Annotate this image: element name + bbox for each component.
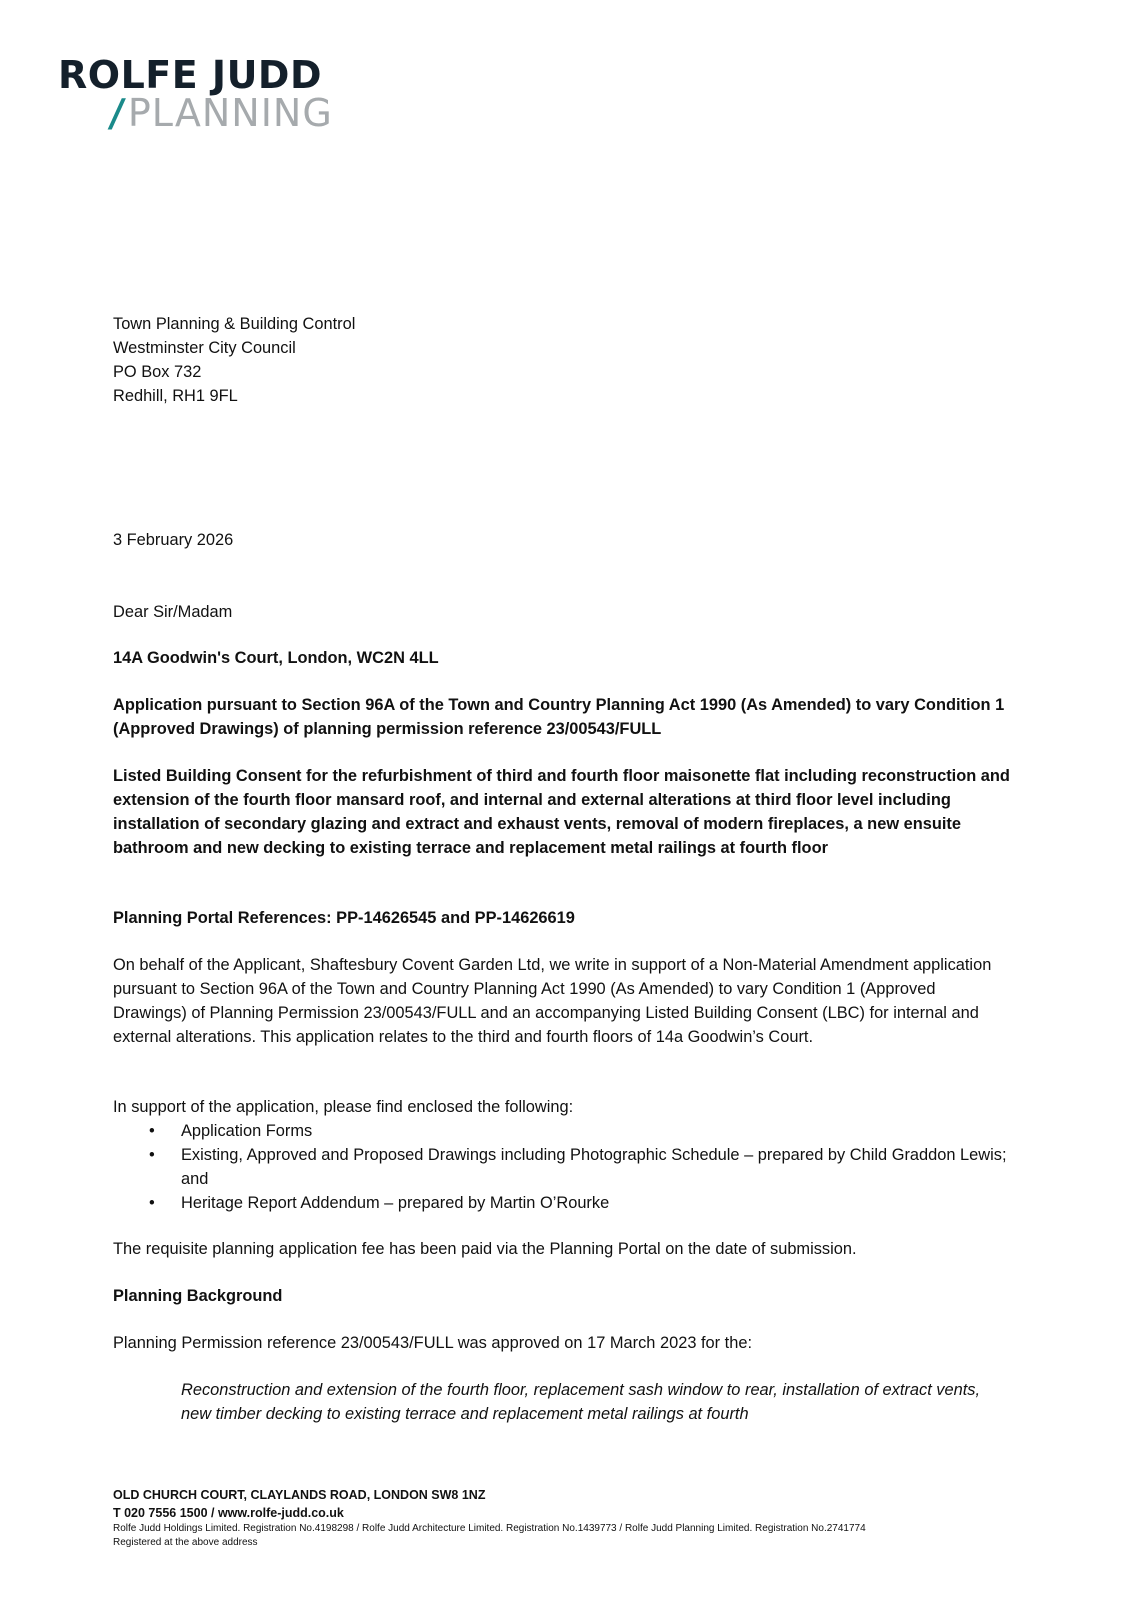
enclosures-list	[113, 1119, 1013, 1215]
fee-paragraph: The requisite planning application fee has been paid via the Planning Portal on the date of submission.	[113, 1240, 857, 1258]
list-item: • Application Forms	[113, 1119, 1013, 1143]
background-paragraph: Planning Permission reference 23/00543/FULL was approved on 17 March 2023 for the:	[113, 1334, 753, 1352]
bullet-icon: •	[149, 1146, 155, 1164]
recipient-line: PO Box 732	[113, 363, 202, 381]
intro-paragraph: On behalf of the Applicant, Shaftesbury Covent Garden Ltd, we write in support of a Non-Material Amendment application pursuant to Section 96A of the Town and Country Planning Act 1990 (As Amended) to vary Condition 1 (Approved Drawings) of Planning Permission 23/00543/FULL and an accompanying Listed Building Consent (LBC) for internal and external alterations. This application relates to the third and fourth floors of 14a Goodwin’s Court.	[113, 956, 992, 1046]
bullet-icon: •	[149, 1122, 155, 1140]
logo-wordmark-top: ROLFE JUDD	[58, 53, 323, 97]
salutation: Dear Sir/Madam	[113, 603, 233, 621]
letter-date: 3 February 2026	[113, 531, 234, 549]
list-item: • Existing, Approved and Proposed Drawings including Photographic Schedule – prepared by Child Graddon Lewis; and	[113, 1143, 1013, 1191]
recipient-line: Town Planning & Building Control	[113, 315, 356, 333]
footer-contact: T 020 7556 1500 / www.rolfe-judd.co.uk	[113, 1506, 344, 1520]
footer-registered: Registered at the above address	[113, 1537, 258, 1548]
enclosures-intro: In support of the application, please find enclosed the following:	[113, 1098, 574, 1116]
lbc-heading: Listed Building Consent for the refurbishment of third and fourth floor maisonette flat including reconstruction and extension of the fourth floor mansard roof, and internal and external alterations at third floor level including installation of secondary glazing and extract and exhaust vents, removal of modern fireplaces, a new ensuite bathroom and new decking to existing terrace and replacement metal railings at fourth floor	[113, 767, 1010, 857]
company-logo	[58, 53, 333, 135]
logo-planning-text: PLANNING	[127, 91, 333, 135]
recipient-address	[113, 312, 1013, 408]
quoted-description: Reconstruction and extension of the fourth floor, replacement sash window to rear, installation of extract vents, new timber decking to existing terrace and replacement metal railings at fourth	[181, 1381, 981, 1423]
enclosures-section	[113, 1095, 1013, 1215]
recipient-line: Redhill, RH1 9FL	[113, 387, 238, 405]
application-heading: Application pursuant to Section 96A of the Town and Country Planning Act 1990 (As Amended) to vary Condition 1 (Approved Drawings) of planning permission reference 23/00543/FULL	[113, 696, 1005, 738]
list-item: • Heritage Report Addendum – prepared by Martin O’Rourke	[113, 1191, 1013, 1215]
site-heading: 14A Goodwin's Court, London, WC2N 4LL	[113, 649, 439, 667]
background-heading: Planning Background	[113, 1287, 283, 1305]
footer-registration: Rolfe Judd Holdings Limited. Registration No.4198298 / Rolfe Judd Architecture Limited. Registration No.1439773 / Rolfe Judd Planning Limited. Registration No.2741774	[113, 1523, 866, 1534]
footer-address: OLD CHURCH COURT, CLAYLANDS ROAD, LONDON SW8 1NZ	[113, 1488, 486, 1502]
letter-footer	[113, 1486, 1013, 1550]
logo-wordmark-bottom	[58, 91, 333, 135]
recipient-line: Westminster City Council	[113, 339, 296, 357]
bullet-icon: •	[149, 1194, 155, 1212]
portal-references-heading: Planning Portal References: PP-14626545 and PP-14626619	[113, 909, 575, 927]
logo-slash-mark: /	[106, 91, 127, 135]
